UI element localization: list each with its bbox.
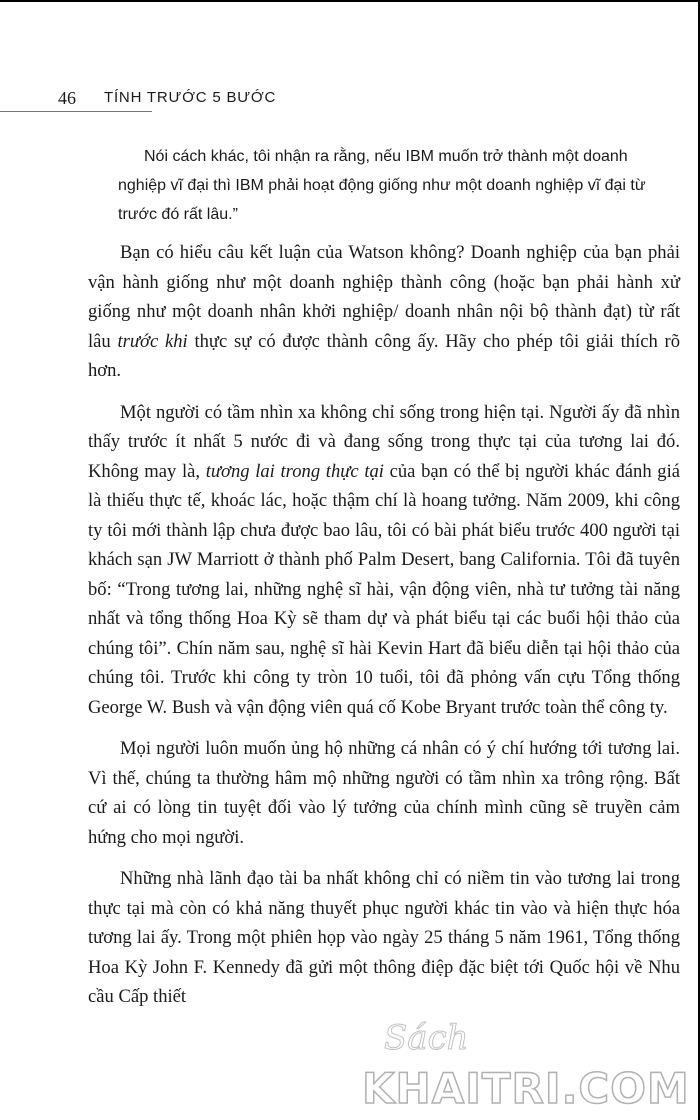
paragraph-3: Mọi người luôn muốn ủng hộ những cá nhân có ý chí hướng tới tương lai. Vì thế, chúng ta thường hâm mộ những người có tầm nhìn xa trông rộng. Bất cứ ai có lòng tin tuyệt đối vào lý tưởng của chính mình cũng sẽ truyền cảm hứng cho mọi người. [88, 738, 680, 848]
page-number: 46 [58, 88, 76, 108]
watermark-brand: KHAITRI.COM [362, 1064, 690, 1113]
paragraph-2: Một người có tầm nhìn xa không chỉ sống trong hiện tại. Người ấy đã nhìn thấy trước ít nhất 5 nước đi và đang sống trong thực tại của tương lai đó. Không may là, tương lai trong thực tại của bạn có thể bị người khác đánh giá là thiếu thực tế, khoác lác, hoặc thậm chí là hoang tưởng. Năm 2009, khi công ty tôi mới thành lập chưa được bao lâu, tôi có bài phát biểu trước 400 người tại khách sạn JW Marriott ở thành phố Palm Desert, bang California. Tôi đã tuyên bố: “Trong tương lai, những nghệ sĩ hài, vận động viên, nhà tư tưởng tài năng nhất và tổng thống Hoa Kỳ sẽ tham dự và phát biểu tại các buổi hội thảo của chúng tôi”. Chín năm sau, nghệ sĩ hài Kevin Hart đã biểu diễn tại hội thảo của chúng tôi. Trước khi công ty tròn 10 tuổi, tôi đã phỏng vấn cựu Tổng thống George W. Bush và vận động viên quá cố Kobe Bryant trước toàn thể công ty. [88, 401, 681, 718]
page-header [0, 86, 700, 116]
emphasis-tuong-lai: tương lai trong thực tại [205, 460, 384, 482]
paragraph-1: Bạn có hiểu câu kết luận của Watson không? Doanh nghiệp của bạn phải vận hành giống như một doanh nghiệp thành công (hoặc bạn phải hành xử giống như một doanh nhân khởi nghiệp/ doanh nhân nội bộ thành đạt) từ rất lâu trước khi thực sự có được thành công ấy. Hãy cho phép tôi giải thích rõ hơn. [88, 242, 680, 381]
body-text [88, 238, 680, 1024]
watermark-logo [362, 1018, 692, 1118]
watermark-script: Sách [384, 1018, 469, 1058]
top-border [0, 0, 700, 2]
emphasis-truoc-khi: trước khi [117, 330, 188, 352]
header-rule [0, 111, 152, 112]
quote-block: Nói cách khác, tôi nhận ra rằng, nếu IBM muốn trở thành một doanh nghiệp vĩ đại thì IBM phải hoạt động giống như một doanh nghiệp vĩ đại từ trước đó rất lâu.” [118, 148, 646, 223]
running-title: TÍNH TRƯỚC 5 BƯỚC [104, 89, 277, 106]
paragraph-4: Những nhà lãnh đạo tài ba nhất không chỉ có niềm tin vào tương lai trong thực tại mà còn có khả năng thuyết phục người khác tin vào và hiện thực hóa tương lai ấy. Trong một phiên họp vào ngày 25 tháng 5 năm 1961, Tổng thống Hoa Kỳ John F. Kennedy đã gửi một thông điệp đặc biệt tới Quốc hội về Nhu cầu Cấp thiết [88, 868, 680, 1007]
